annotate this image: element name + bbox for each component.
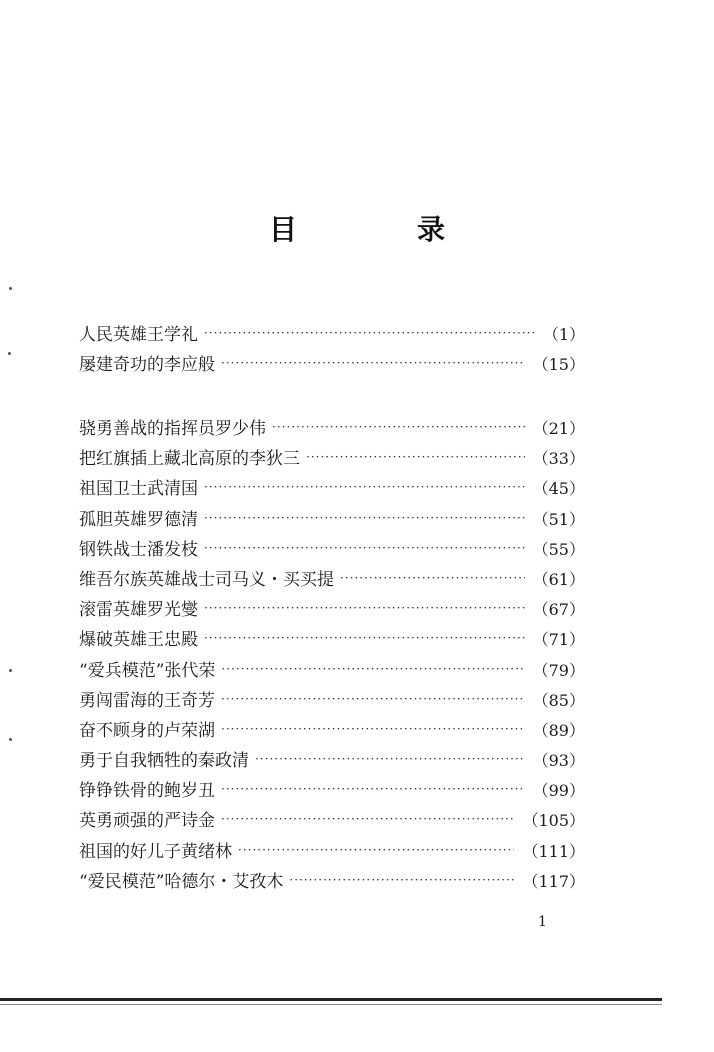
toc-entry-title: 英勇顽强的严诗金 — [79, 811, 215, 832]
toc-entry-title: 祖国的好儿子黄绪林 — [79, 841, 232, 862]
toc-entry-page: （33） — [532, 449, 585, 469]
toc-entry-page: （1） — [542, 325, 585, 344]
toc-leader-dots — [289, 865, 514, 895]
toc-group-1 — [79, 320, 585, 380]
toc-entry — [79, 716, 585, 746]
toc-entry-page: （93） — [532, 751, 585, 771]
toc-entry — [79, 414, 585, 444]
toc-entry — [79, 837, 585, 867]
toc-entry — [79, 535, 585, 565]
toc-leader-dots — [340, 563, 525, 593]
toc-entry — [79, 625, 585, 655]
toc-entry-title: 滚雷英雄罗光燮 — [79, 600, 198, 621]
toc-entry — [79, 350, 585, 380]
toc-entry-page: （55） — [532, 539, 585, 559]
toc-leader-dots — [221, 804, 514, 834]
toc-entry-title: 勇于自我牺牲的秦政清 — [79, 751, 249, 772]
toc-leader-dots — [204, 623, 525, 653]
bottom-rule — [0, 998, 662, 1001]
toc-entry-page: （71） — [532, 630, 585, 650]
toc-entry-page: （45） — [532, 479, 585, 499]
toc-entry-page: （111） — [522, 841, 585, 861]
toc-entry-title: 钢铁战士潘发枝 — [79, 539, 198, 560]
toc-entry-page: （15） — [532, 355, 585, 375]
toc-entry-title: 维吾尔族英雄战士司马义・买买提 — [79, 569, 334, 590]
toc-entry-page: （61） — [532, 569, 585, 589]
toc-leader-dots — [221, 654, 524, 684]
toc-leader-dots — [204, 318, 535, 348]
toc-entry-title: 人民英雄王学礼 — [79, 325, 198, 345]
toc-entry — [79, 320, 585, 350]
toc-group-2 — [79, 414, 585, 897]
toc-entry-page: （67） — [532, 600, 585, 620]
toc-leader-dots — [221, 348, 525, 378]
toc-entry-page: （117） — [522, 871, 585, 891]
toc-entry — [79, 505, 585, 535]
toc-leader-dots — [221, 774, 525, 804]
toc-entry-title: “爱民模范”哈德尔・艾孜木 — [79, 871, 284, 892]
scan-speck — [8, 352, 11, 355]
toc-leader-dots — [238, 835, 514, 865]
toc-entry-page: （85） — [532, 690, 585, 710]
toc-entry-title: 孤胆英雄罗德清 — [79, 509, 198, 530]
toc-entry-page: （99） — [532, 781, 585, 801]
toc-entry — [79, 867, 585, 897]
page-title: 目 录 — [268, 213, 491, 246]
toc-entry-page: （21） — [532, 419, 585, 438]
scan-speck — [9, 287, 12, 290]
toc-entry — [79, 776, 585, 806]
toc-entry — [79, 806, 585, 836]
toc-leader-dots — [204, 533, 525, 563]
toc-entry — [79, 444, 585, 474]
toc-leader-dots — [272, 412, 525, 442]
toc-entry-title: 屡建奇功的李应般 — [79, 355, 215, 376]
toc-entry — [79, 565, 585, 595]
toc-entry-title: 爆破英雄王忠殿 — [79, 630, 198, 651]
toc-entry — [79, 595, 585, 625]
toc-entry-page: （105） — [522, 811, 585, 831]
toc-entry-title: “爱兵模范”张代荣 — [79, 660, 216, 681]
toc-entry — [79, 474, 585, 504]
toc-entry-title: 勇闯雷海的王奇芳 — [79, 690, 215, 711]
toc-entry-title: 祖国卫士武清国 — [79, 479, 198, 500]
toc-entry — [79, 656, 585, 686]
toc-entry-page: （51） — [532, 509, 585, 529]
toc-leader-dots — [221, 714, 525, 744]
toc-entry — [79, 686, 585, 716]
toc-entry-title: 奋不顾身的卢荣湖 — [79, 720, 215, 741]
toc-entry-title: 骁勇善战的指挥员罗少伟 — [79, 419, 266, 439]
toc-leader-dots — [204, 472, 525, 502]
toc-entry-title: 铮铮铁骨的鲍岁丑 — [79, 781, 215, 802]
scan-speck — [9, 738, 12, 741]
bottom-rule-thin — [0, 1004, 662, 1005]
toc-entry-title: 把红旗插上藏北高原的李狄三 — [79, 449, 300, 470]
toc-entry-page: （79） — [532, 660, 585, 680]
toc-leader-dots — [306, 442, 525, 472]
toc-leader-dots — [204, 593, 525, 623]
toc-entry-page: （89） — [532, 720, 585, 740]
scan-speck — [9, 669, 12, 672]
toc-leader-dots — [255, 744, 525, 774]
toc-entry — [79, 746, 585, 776]
toc-leader-dots — [204, 503, 525, 533]
toc-leader-dots — [221, 684, 525, 714]
page-number: 1 — [538, 914, 547, 930]
